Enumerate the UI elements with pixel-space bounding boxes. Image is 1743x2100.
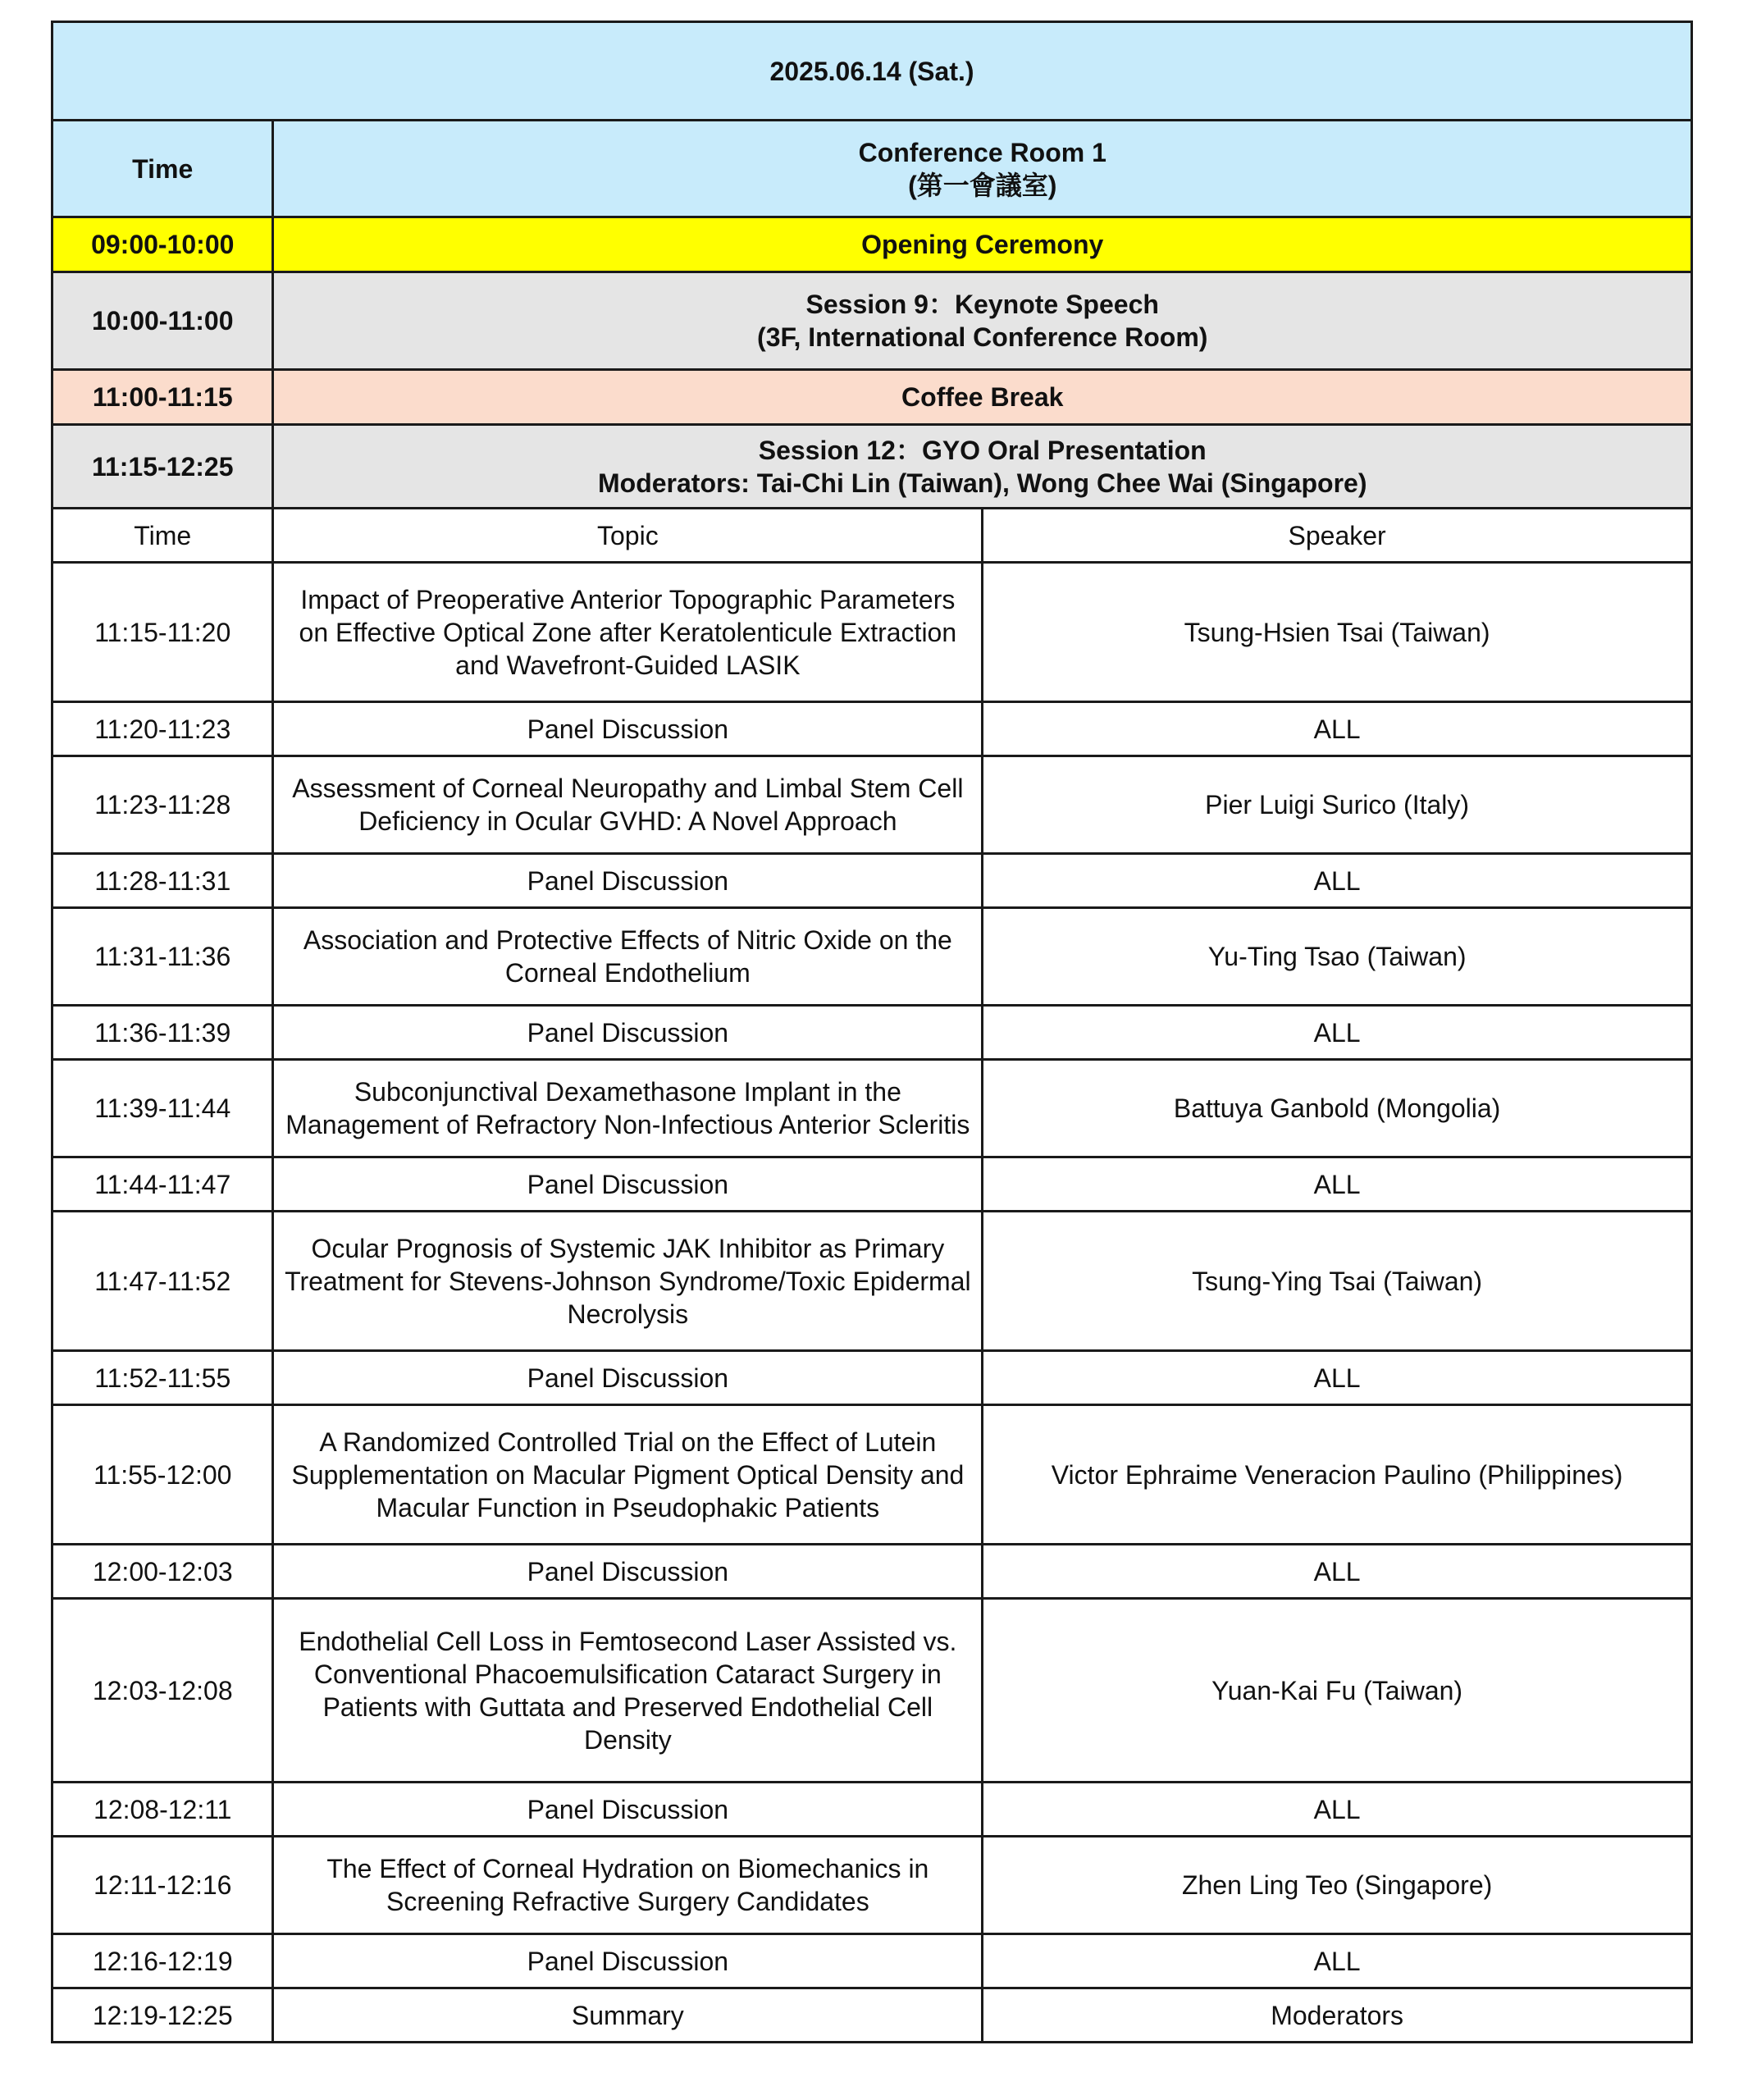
row-topic <box>273 1405 983 1545</box>
row-time: 11:20-11:23 <box>52 702 273 756</box>
row-speaker: Yuan-Kai Fu (Taiwan) <box>983 1599 1692 1783</box>
row-speaker: Victor Ephraime Veneracion Paulino (Philippines) <box>983 1405 1692 1545</box>
row-time: 11:31-11:36 <box>52 908 273 1006</box>
topic-line: Panel Discussion <box>527 1017 729 1048</box>
session12-moderators: Moderators: Tai-Chi Lin (Taiwan), Wong Chee Wai (Singapore) <box>597 468 1367 498</box>
table-row <box>52 1351 1692 1405</box>
opening-title: Opening Ceremony <box>273 217 1692 272</box>
row-topic <box>273 908 983 1006</box>
row-time: 11:55-12:00 <box>52 1405 273 1545</box>
row-time: 11:28-11:31 <box>52 854 273 908</box>
topic-line: Summary <box>571 2000 684 2030</box>
row-speaker: ALL <box>983 854 1692 908</box>
row-speaker: ALL <box>983 1351 1692 1405</box>
topic-line: Endothelial Cell Loss in Femtosecond Laser Assisted vs. <box>299 1626 957 1656</box>
coffee-break-time: 11:00-11:15 <box>52 370 273 425</box>
row-speaker: Tsung-Ying Tsai (Taiwan) <box>983 1212 1692 1351</box>
coffee-break-row <box>52 370 1692 425</box>
date-heading: 2025.06.14 (Sat.) <box>52 22 1692 121</box>
row-time: 12:08-12:11 <box>52 1783 273 1837</box>
topic-line: Association and Protective Effects of Nitric Oxide on the <box>303 925 952 955</box>
row-topic <box>273 1545 983 1599</box>
topic-line: Patients with Guttata and Preserved Endothelial Cell <box>322 1691 933 1722</box>
row-time: 12:03-12:08 <box>52 1599 273 1783</box>
topic-line: on Effective Optical Zone after Keratolenticule Extraction <box>299 617 957 647</box>
topic-line: Corneal Endothelium <box>504 958 751 988</box>
row-time: 11:23-11:28 <box>52 756 273 854</box>
topic-line: Conventional Phacoemulsification Cataract Surgery in <box>313 1659 942 1689</box>
row-topic <box>273 1934 983 1988</box>
row-time: 11:44-11:47 <box>52 1157 273 1212</box>
topic-line: Supplementation on Macular Pigment Optical Density and <box>291 1459 965 1490</box>
topic-line: Panel Discussion <box>527 1794 729 1824</box>
topic-line: Treatment for Stevens-Johnson Syndrome/Toxic Epidermal <box>285 1266 971 1296</box>
coffee-break-title: Coffee Break <box>273 370 1692 425</box>
opening-time: 09:00-10:00 <box>52 217 273 272</box>
row-time: 12:00-12:03 <box>52 1545 273 1599</box>
table-row <box>52 1405 1692 1545</box>
row-speaker: ALL <box>983 702 1692 756</box>
row-speaker: Yu-Ting Tsao (Taiwan) <box>983 908 1692 1006</box>
date-row <box>52 22 1692 121</box>
room-name: Conference Room 1 <box>858 137 1106 167</box>
schedule-table <box>51 21 1693 2043</box>
time-header: Time <box>52 121 273 217</box>
session9-title: Session 9：Keynote Speech <box>805 290 1159 319</box>
table-row <box>52 756 1692 854</box>
row-speaker: ALL <box>983 1545 1692 1599</box>
column-header-speaker: Speaker <box>983 509 1692 563</box>
row-time: 12:16-12:19 <box>52 1934 273 1988</box>
row-topic <box>273 1599 983 1783</box>
session12-info <box>273 425 1692 509</box>
topic-line: Panel Discussion <box>527 1363 729 1393</box>
room-header-row <box>52 121 1692 217</box>
topic-line: and Wavefront-Guided LASIK <box>455 650 801 680</box>
topic-line: Impact of Preoperative Anterior Topographic Parameters <box>300 584 956 614</box>
row-time: 12:11-12:16 <box>52 1837 273 1934</box>
row-time: 11:36-11:39 <box>52 1006 273 1060</box>
row-time: 11:39-11:44 <box>52 1060 273 1157</box>
row-speaker: Battuya Ganbold (Mongolia) <box>983 1060 1692 1157</box>
table-row <box>52 702 1692 756</box>
row-topic <box>273 702 983 756</box>
row-topic <box>273 854 983 908</box>
column-header-time: Time <box>52 509 273 563</box>
topic-line: Necrolysis <box>567 1299 689 1329</box>
row-topic <box>273 1006 983 1060</box>
table-row <box>52 1545 1692 1599</box>
row-topic <box>273 1351 983 1405</box>
topic-line: The Effect of Corneal Hydration on Biomechanics in <box>326 1854 929 1883</box>
row-topic <box>273 1837 983 1934</box>
row-speaker: ALL <box>983 1006 1692 1060</box>
topic-line: Subconjunctival Dexamethasone Implant in the <box>354 1077 901 1107</box>
table-row <box>52 1212 1692 1351</box>
table-row <box>52 1599 1692 1783</box>
row-time: 11:52-11:55 <box>52 1351 273 1405</box>
table-row <box>52 1060 1692 1157</box>
session12-time: 11:15-12:25 <box>52 425 273 509</box>
topic-line: Panel Discussion <box>527 714 729 744</box>
row-topic <box>273 1157 983 1212</box>
session9-row <box>52 272 1692 370</box>
row-topic <box>273 1060 983 1157</box>
row-speaker: Moderators <box>983 1988 1692 2043</box>
row-speaker: ALL <box>983 1157 1692 1212</box>
room-name-zh: (第一會議室) <box>908 170 1057 200</box>
topic-line: Management of Refractory Non-Infectious Anterior Scleritis <box>285 1110 970 1139</box>
topic-line: Panel Discussion <box>527 1946 729 1976</box>
topic-line: Panel Discussion <box>527 1169 729 1199</box>
topic-line: Deficiency in Ocular GVHD: A Novel Approach <box>358 806 897 836</box>
table-row <box>52 1837 1692 1934</box>
opening-row <box>52 217 1692 272</box>
row-speaker: ALL <box>983 1934 1692 1988</box>
session9-location: (3F, International Conference Room) <box>757 322 1208 352</box>
table-row <box>52 908 1692 1006</box>
session9-time: 10:00-11:00 <box>52 272 273 370</box>
topic-line: Assessment of Corneal Neuropathy and Limbal Stem Cell <box>292 774 964 803</box>
table-row <box>52 1934 1692 1988</box>
row-time: 12:19-12:25 <box>52 1988 273 2043</box>
row-speaker: Pier Luigi Surico (Italy) <box>983 756 1692 854</box>
table-row <box>52 1006 1692 1060</box>
topic-line: Ocular Prognosis of Systemic JAK Inhibitor as Primary <box>311 1233 945 1263</box>
row-speaker: Zhen Ling Teo (Singapore) <box>983 1837 1692 1934</box>
row-topic <box>273 1988 983 2043</box>
row-topic <box>273 1212 983 1351</box>
topic-line: Screening Refractive Surgery Candidates <box>386 1887 869 1916</box>
topic-line: Panel Discussion <box>527 865 729 896</box>
session12-row <box>52 425 1692 509</box>
topic-line: Density <box>583 1724 672 1755</box>
table-row <box>52 1988 1692 2043</box>
row-topic <box>273 756 983 854</box>
row-topic <box>273 1783 983 1837</box>
table-row <box>52 563 1692 702</box>
table-row <box>52 854 1692 908</box>
row-speaker: Tsung-Hsien Tsai (Taiwan) <box>983 563 1692 702</box>
room-header <box>273 121 1692 217</box>
table-row <box>52 1157 1692 1212</box>
topic-line: Panel Discussion <box>527 1556 729 1586</box>
session12-title: Session 12：GYO Oral Presentation <box>758 435 1207 465</box>
column-header-topic: Topic <box>273 509 983 563</box>
table-row <box>52 1783 1692 1837</box>
topic-line: A Randomized Controlled Trial on the Effect of Lutein <box>319 1427 937 1457</box>
column-header-row <box>52 509 1692 563</box>
row-time: 11:47-11:52 <box>52 1212 273 1351</box>
topic-line: Macular Function in Pseudophakic Patients <box>376 1492 880 1522</box>
row-speaker: ALL <box>983 1783 1692 1837</box>
session9-info <box>273 272 1692 370</box>
row-time: 11:15-11:20 <box>52 563 273 702</box>
row-topic <box>273 563 983 702</box>
